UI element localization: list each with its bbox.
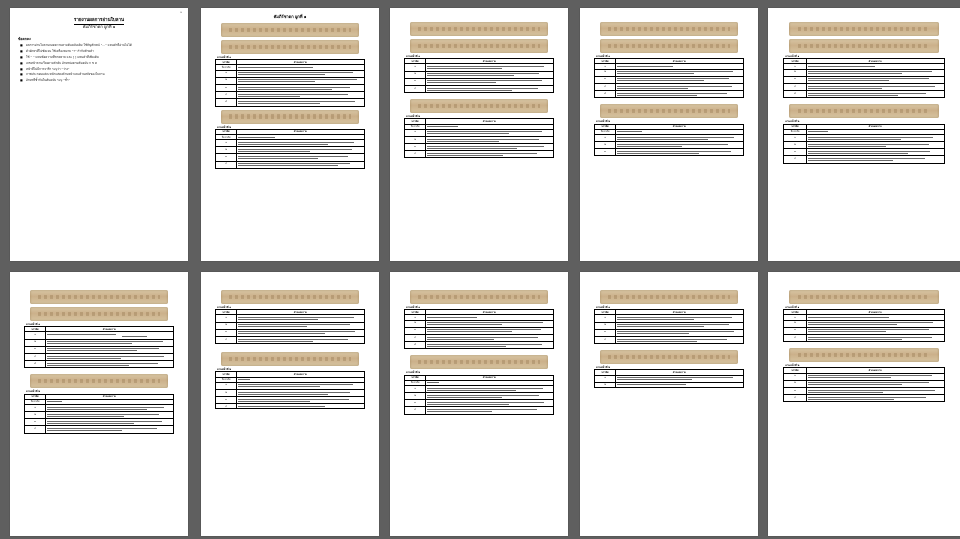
table-cell: ที่บรรทัด <box>216 134 237 139</box>
table-cell <box>46 332 174 339</box>
image-caption: ลานหน้าที่ ๑ <box>596 55 611 58</box>
palm-leaf-image <box>789 104 939 118</box>
column-header: บรรทัด <box>784 59 806 64</box>
column-header: คำถอดความ <box>426 119 554 124</box>
column-header: บรรทัด <box>216 129 237 134</box>
image-caption: ลานหน้าที่ ๑ <box>406 306 421 309</box>
table-cell: ๑ <box>784 134 806 141</box>
table-cell: ๔ <box>784 334 806 341</box>
column-header: บรรทัด <box>216 372 237 377</box>
table-cell: ที่บรรทัด <box>405 124 426 129</box>
palm-leaf-image <box>600 290 739 304</box>
table-cell: ๒ <box>595 322 616 329</box>
table-cell <box>237 315 365 322</box>
table-cell: ๓ <box>405 144 426 151</box>
table-cell <box>616 375 744 382</box>
table-cell <box>426 327 554 334</box>
table-cell: ๕ <box>216 99 237 106</box>
table-cell: ๓ <box>405 400 426 407</box>
table-cell: ๓ <box>595 149 616 156</box>
table-cell <box>426 342 554 349</box>
column-header: คำถอดความ <box>46 327 174 332</box>
column-header: บรรทัด <box>405 375 426 380</box>
table-cell <box>237 322 365 329</box>
transcription-table <box>594 58 744 98</box>
column-header: บรรทัด <box>405 310 426 315</box>
table-cell <box>806 327 944 334</box>
column-header: คำถอดความ <box>46 394 174 399</box>
table-cell <box>806 387 944 394</box>
table-cell: ๒ <box>405 320 426 327</box>
table-cell: ๔ <box>25 426 46 433</box>
table-cell <box>806 76 944 83</box>
table-cell <box>616 336 744 343</box>
table-cell: ๒ <box>25 339 46 346</box>
list-item: ■ หน้าที่ไม่มีการจารึก ระบุว่า “ว่าง” <box>26 67 178 72</box>
column-header: คำถอดความ <box>616 370 744 375</box>
table-cell <box>616 91 744 98</box>
table-cell: ๓ <box>405 78 426 85</box>
column-header: คำถอดความ <box>426 375 554 380</box>
document-page-5[interactable] <box>768 8 960 261</box>
transcription-table <box>404 58 554 93</box>
table-cell <box>616 382 744 387</box>
table-cell <box>616 329 744 336</box>
column-header: บรรทัด <box>595 310 616 315</box>
image-caption: ลานหน้าที่ ๒ <box>785 364 800 368</box>
table-cell: ๔ <box>216 92 237 99</box>
table-cell: ๕ <box>784 91 806 98</box>
image-caption: ลานหน้าที่ ๑ <box>406 55 421 58</box>
table-cell <box>426 407 554 414</box>
document-page-7[interactable] <box>201 272 379 536</box>
table-cell <box>426 71 554 78</box>
table-cell <box>426 393 554 400</box>
table-cell: ที่บรรทัด <box>784 129 806 134</box>
column-header: บรรทัด <box>25 327 46 332</box>
table-cell <box>237 389 365 396</box>
table-cell: ๓ <box>216 397 237 404</box>
table-cell <box>426 136 554 143</box>
table-cell: ๑ <box>216 315 237 322</box>
palm-leaf-image <box>600 22 739 36</box>
palm-leaf-image <box>600 350 739 364</box>
table-cell: ๓ <box>595 76 616 83</box>
table-cell <box>237 336 365 343</box>
table-cell: ๔ <box>784 83 806 90</box>
table-cell: ๒ <box>784 69 806 76</box>
table-cell <box>806 156 944 163</box>
table-cell: ๒ <box>405 136 426 143</box>
transcription-table <box>215 309 365 344</box>
table-cell <box>426 144 554 151</box>
table-cell: ๑ <box>784 373 806 380</box>
table-cell: ๔ <box>595 83 616 90</box>
table-cell: ๑ <box>216 70 237 77</box>
table-cell: ๓ <box>595 329 616 336</box>
column-header: บรรทัด <box>784 124 806 129</box>
document-page-9[interactable] <box>580 272 758 536</box>
table-cell: ๕ <box>595 91 616 98</box>
table-cell: ๓ <box>216 329 237 336</box>
transcription-table <box>24 394 174 434</box>
column-header: คำถอดความ <box>237 372 365 377</box>
table-cell <box>237 99 365 106</box>
table-cell <box>806 373 944 380</box>
column-header: คำถอดความ <box>616 310 744 315</box>
table-cell: ๒ <box>216 322 237 329</box>
table-cell <box>46 404 174 411</box>
table-cell <box>237 404 365 409</box>
column-header: คำถอดความ <box>237 310 365 315</box>
column-header: บรรทัด <box>25 394 46 399</box>
palm-leaf-image <box>221 290 360 304</box>
page-subtitle: คัมภีร์ชาดก ผูกที่ ๑ <box>82 24 116 29</box>
column-header: คำถอดความ <box>237 60 365 65</box>
table-cell: ๑ <box>216 382 237 389</box>
palm-leaf-image <box>221 352 360 366</box>
table-cell: ที่บรรทัด <box>216 65 237 70</box>
image-caption: ลานหน้าที่ ๒ <box>596 120 611 124</box>
table-cell: ๔ <box>784 156 806 163</box>
table-cell <box>426 64 554 71</box>
table-cell <box>806 91 944 98</box>
table-cell: ๔ <box>784 395 806 402</box>
table-cell <box>806 380 944 387</box>
palm-leaf-image <box>789 22 939 36</box>
transcription-table <box>783 58 944 98</box>
palm-leaf-image <box>410 290 549 304</box>
document-page-1[interactable] <box>10 8 188 261</box>
table-cell: ๓ <box>25 346 46 353</box>
transcription-table <box>783 124 944 164</box>
list-item: ■ ตัวอักษรที่ไม่ชัดเจน ใช้เครื่องหมาย “?” กำกับท้ายคำ <box>26 49 178 54</box>
table-cell <box>806 320 944 327</box>
table-cell: ๒ <box>405 71 426 78</box>
palm-leaf-image <box>600 39 739 53</box>
table-cell: ๕ <box>25 361 46 368</box>
table-cell <box>237 329 365 336</box>
list-item: ■ ผลการอ่านใบลานถอดความตามต้นฉบับเดิม ใช้สัญลักษณ์ “...” แทนคำที่อ่านไม่ได้ <box>26 43 178 48</box>
palm-leaf-image <box>410 99 549 113</box>
palm-leaf-image <box>221 110 360 124</box>
table-cell: ๒ <box>595 142 616 149</box>
list-item: ■ เลขหน้าลานเรียงตามลำดับ อักษรย่อตามต้นฉบับ ก ข ค <box>26 61 178 66</box>
table-cell <box>426 400 554 407</box>
column-header: บรรทัด <box>595 124 616 129</box>
image-caption: ลานหน้าที่ ๑ <box>26 323 41 326</box>
table-cell <box>426 334 554 341</box>
column-header: คำถอดความ <box>806 368 944 373</box>
table-cell: ๑ <box>595 64 616 69</box>
page-title: รายงานผลการอ่านใบลาน <box>73 18 125 23</box>
table-cell: ๔ <box>216 161 237 168</box>
column-header: คำถอดความ <box>426 310 554 315</box>
transcription-table <box>594 369 744 388</box>
transcription-table <box>783 309 944 342</box>
palm-leaf-image <box>789 290 939 304</box>
table-cell: ๑ <box>405 64 426 71</box>
table-cell <box>806 134 944 141</box>
table-cell: ๑ <box>405 385 426 392</box>
table-cell <box>426 151 554 158</box>
table-cell <box>46 346 174 353</box>
column-header: คำถอดความ <box>806 310 944 315</box>
transcription-table <box>215 59 365 106</box>
table-cell: ๔ <box>405 334 426 341</box>
table-cell: ๔ <box>25 353 46 360</box>
table-cell <box>806 69 944 76</box>
image-caption: ลานหน้าที่ ๑ <box>217 306 232 309</box>
palm-leaf-image <box>221 23 360 37</box>
document-page-3[interactable] <box>390 8 568 261</box>
table-cell: ๓ <box>25 419 46 426</box>
table-cell <box>46 412 174 419</box>
table-cell <box>806 83 944 90</box>
palm-leaf-image <box>789 39 939 53</box>
column-header: คำถอดความ <box>616 124 744 129</box>
table-cell: ที่บรรทัด <box>216 377 237 382</box>
table-cell <box>237 140 365 147</box>
table-cell: ๒ <box>216 147 237 154</box>
page-number: ๑ <box>180 10 182 14</box>
table-cell <box>616 142 744 149</box>
table-cell: ๑ <box>595 315 616 322</box>
table-cell: ๓ <box>784 76 806 83</box>
table-cell: ๓ <box>216 154 237 161</box>
list-item: ■ ภาพประกอบแต่ละหน้าแสดงด้านหน้าและด้านหลังของใบลาน <box>26 72 178 77</box>
image-caption: ลานหน้าที่ ๒ <box>406 371 421 375</box>
column-header: บรรทัด <box>405 59 426 64</box>
column-header: บรรทัด <box>595 370 616 375</box>
table-cell <box>426 78 554 85</box>
document-page-6[interactable] <box>10 272 188 536</box>
table-cell <box>237 161 365 168</box>
table-cell <box>46 426 174 433</box>
column-header: คำถอดความ <box>237 129 365 134</box>
table-cell <box>426 385 554 392</box>
image-caption: ลานหน้าที่ ๒ <box>785 120 800 124</box>
palm-leaf-image <box>30 307 169 321</box>
table-cell <box>616 149 744 156</box>
image-caption: ลานหน้าที่ ๒ <box>217 368 232 372</box>
table-cell: ๕ <box>405 342 426 349</box>
document-page-10[interactable] <box>768 272 960 536</box>
table-cell <box>237 397 365 404</box>
table-cell: ๓ <box>405 327 426 334</box>
palm-leaf-image <box>410 39 549 53</box>
table-cell: ๒ <box>784 380 806 387</box>
image-caption: ลานหน้าที่ ๒ <box>26 390 41 394</box>
palm-leaf-image <box>30 374 169 388</box>
image-caption: ลานหน้าที่ ๒ <box>217 125 232 129</box>
table-cell <box>237 154 365 161</box>
document-page-8[interactable] <box>390 272 568 536</box>
table-cell <box>426 320 554 327</box>
table-cell <box>806 149 944 156</box>
table-cell: ๔ <box>405 85 426 92</box>
palm-leaf-image <box>789 348 939 362</box>
table-cell <box>46 419 174 426</box>
table-cell: ๒ <box>595 69 616 76</box>
table-cell <box>46 353 174 360</box>
table-cell <box>46 361 174 368</box>
table-cell: ที่บรรทัด <box>405 380 426 385</box>
column-header: คำถอดความ <box>806 59 944 64</box>
table-cell: ๓ <box>216 84 237 91</box>
table-cell: ๔ <box>216 404 237 409</box>
palm-leaf-image <box>410 22 549 36</box>
palm-leaf-image <box>30 290 169 304</box>
table-cell: ๔ <box>405 151 426 158</box>
transcription-table <box>404 118 554 158</box>
table-cell <box>237 84 365 91</box>
table-cell: ๒ <box>25 412 46 419</box>
table-cell <box>616 134 744 141</box>
table-cell <box>616 83 744 90</box>
column-header: บรรทัด <box>216 60 237 65</box>
table-cell <box>806 334 944 341</box>
transcription-table <box>594 124 744 157</box>
column-header: บรรทัด <box>405 119 426 124</box>
transcription-table <box>594 309 744 344</box>
list-item: ■ อักษรที่ซ้ำกันในต้นฉบับ ระบุ “ซ้ำ” <box>26 78 178 83</box>
table-cell <box>46 339 174 346</box>
transcription-table <box>215 129 365 169</box>
table-cell <box>616 315 744 322</box>
transcription-table <box>404 375 554 415</box>
table-cell <box>806 142 944 149</box>
table-cell: ๑ <box>784 64 806 69</box>
table-cell: ที่บรรทัด <box>25 399 46 404</box>
table-cell: ๒ <box>216 389 237 396</box>
table-cell: ๑ <box>405 315 426 320</box>
table-cell: ๒ <box>595 382 616 387</box>
table-cell <box>237 147 365 154</box>
table-cell: ๒ <box>216 77 237 84</box>
table-cell: ๑ <box>216 140 237 147</box>
transcription-table <box>24 326 174 368</box>
column-header: คำถอดความ <box>426 59 554 64</box>
transcription-table <box>215 371 365 409</box>
table-cell <box>237 382 365 389</box>
table-cell: ๑ <box>595 134 616 141</box>
transcription-table <box>404 309 554 349</box>
palm-leaf-image <box>410 355 549 369</box>
image-caption: ลานหน้าที่ ๑ <box>596 306 611 309</box>
table-cell: ๓ <box>784 327 806 334</box>
palm-leaf-image <box>600 104 739 118</box>
document-page-4[interactable] <box>580 8 758 261</box>
table-cell: ๑ <box>25 332 46 339</box>
table-cell <box>237 92 365 99</box>
table-cell: ๑ <box>595 375 616 382</box>
image-caption: ลานหน้าที่ ๑ <box>217 56 232 59</box>
table-cell: ๑ <box>25 404 46 411</box>
column-header: บรรทัด <box>784 310 806 315</box>
table-cell: ๓ <box>784 149 806 156</box>
table-cell: ๔ <box>216 336 237 343</box>
list-item: ■ ใช้ “ ” แทนข้อความที่ขาดหาย และ [ ] แทนคำที่เพิ่มเติม <box>26 55 178 60</box>
section-heading: ข้อตกลง <box>18 37 31 41</box>
table-cell: ๔ <box>595 336 616 343</box>
table-cell <box>237 77 365 84</box>
table-cell <box>237 70 365 77</box>
table-cell <box>426 129 554 136</box>
table-cell: ๒ <box>405 393 426 400</box>
table-cell <box>616 322 744 329</box>
column-header: คำถอดความ <box>806 124 944 129</box>
document-page-2[interactable] <box>201 8 379 261</box>
table-cell: ๓ <box>784 387 806 394</box>
image-caption: ลานหน้าที่ ๑ <box>785 306 800 309</box>
image-caption: ลานหน้าที่ ๒ <box>406 115 421 119</box>
column-header: บรรทัด <box>784 368 806 373</box>
page-title: คัมภีร์ชาดก ผูกที่ ๑ <box>273 14 307 19</box>
transcription-table <box>783 367 944 402</box>
palm-leaf-image <box>221 40 360 54</box>
table-cell: ๑ <box>784 315 806 320</box>
table-cell <box>616 69 744 76</box>
image-caption: ลานหน้าที่ ๑ <box>785 55 800 58</box>
table-cell: ๑ <box>405 129 426 136</box>
table-cell: ที่บรรทัด <box>595 129 616 134</box>
column-header: คำถอดความ <box>616 59 744 64</box>
column-header: บรรทัด <box>595 59 616 64</box>
table-cell <box>426 85 554 92</box>
table-cell <box>806 395 944 402</box>
rules-list <box>26 43 178 83</box>
table-cell: ๔ <box>405 407 426 414</box>
table-cell: ๒ <box>784 142 806 149</box>
table-cell: ๒ <box>784 320 806 327</box>
table-cell <box>616 76 744 83</box>
column-header: บรรทัด <box>216 310 237 315</box>
image-caption: ลานหน้าที่ ๒ <box>596 366 611 370</box>
